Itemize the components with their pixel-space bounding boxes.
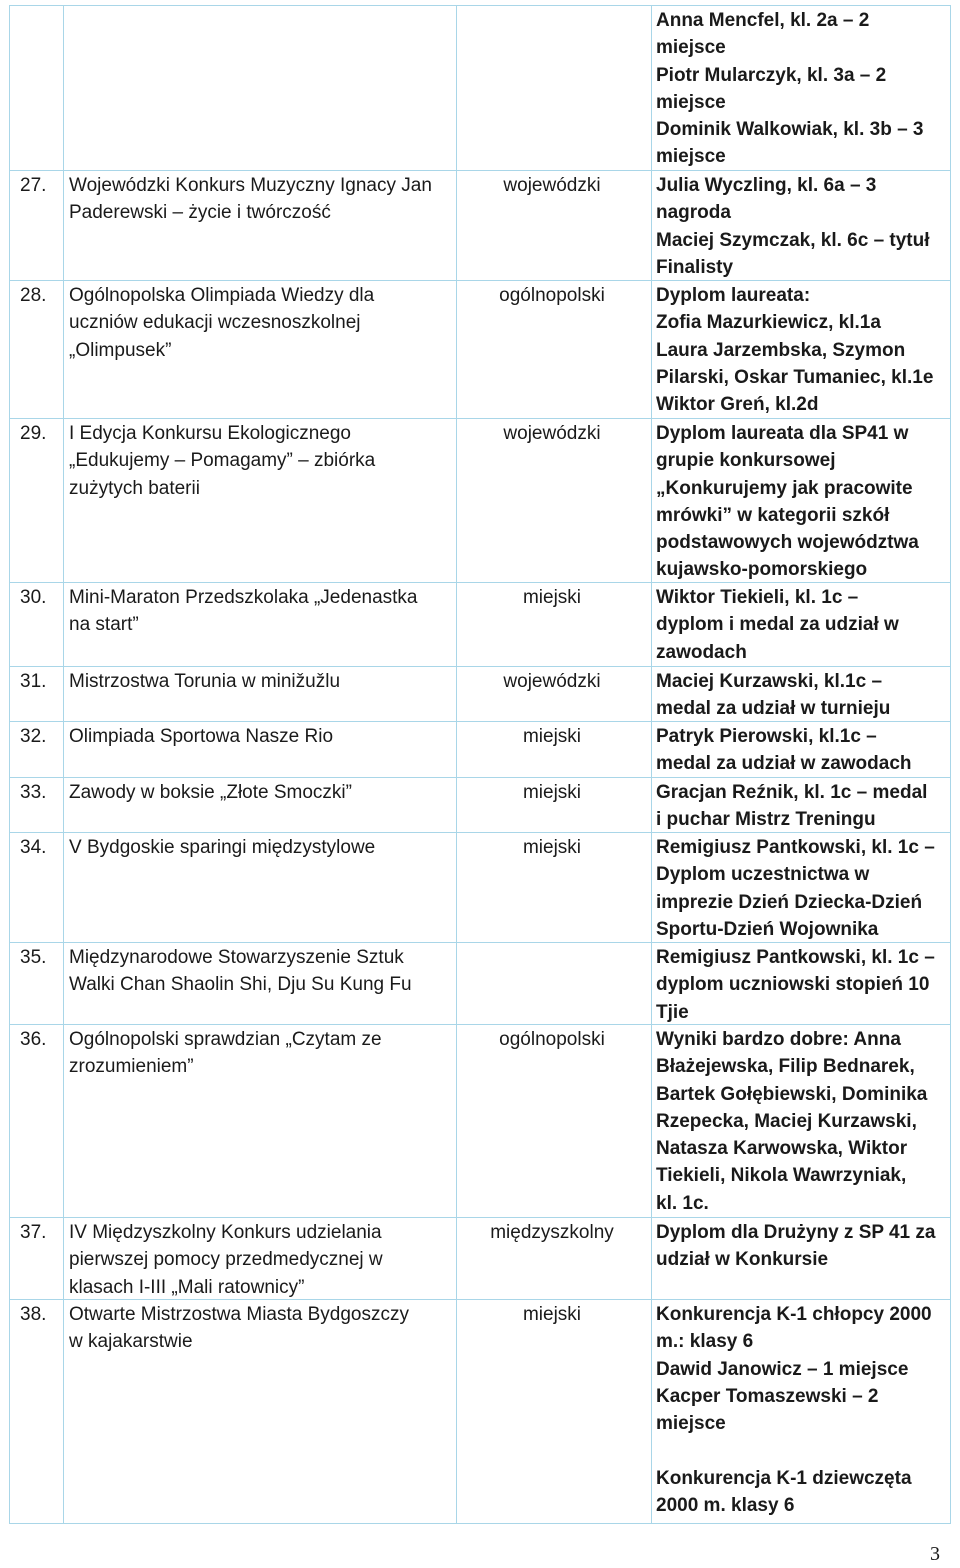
competition-level: ogólnopolski [499, 1029, 605, 1050]
table-row [9, 778, 951, 833]
row-number: 37. [20, 1222, 47, 1243]
result-line: Dominik Walkowiak, kl. 3b – 3 [656, 119, 924, 141]
result-line: Dyplom laureata dla SP41 w [656, 423, 909, 444]
result-line: dyplom uczniowski stopień 10 [656, 974, 930, 996]
column-divider [651, 419, 652, 582]
competition-name-line: klasach I-III „Mali ratownicy” [69, 1276, 305, 1298]
competition-name-line: Ogólnopolska Olimpiada Wiedzy dla [69, 285, 375, 306]
column-divider [950, 1300, 951, 1523]
result-line: 2000 m. klasy 6 [656, 1495, 795, 1517]
table-row [9, 667, 951, 722]
column-divider [9, 583, 10, 666]
column-divider [651, 1218, 652, 1299]
table-row [9, 943, 951, 1025]
column-divider [950, 833, 951, 942]
competition-name-line: Otwarte Mistrzostwa Miasta Bydgoszczy [69, 1304, 409, 1325]
result-line: miejsce [656, 91, 726, 113]
competition-name-line: na start” [69, 614, 139, 636]
result-line: medal za udział w zawodach [656, 753, 912, 775]
result-line: Rzepecka, Maciej Kurzawski, [656, 1110, 917, 1132]
competition-name [69, 1219, 454, 1301]
result-line: Patryk Pierowski, kl.1c – [656, 726, 877, 747]
competition-name [69, 834, 454, 861]
competition-name [69, 1026, 454, 1081]
competition-result [656, 1026, 946, 1217]
column-divider [651, 1300, 652, 1523]
competition-result [656, 172, 946, 281]
competition-level: ogólnopolski [499, 285, 605, 306]
column-divider [9, 1218, 10, 1299]
row-number: 28. [20, 285, 47, 306]
competition-name [69, 420, 454, 502]
result-line [656, 1437, 946, 1464]
column-divider [9, 6, 10, 170]
row-number: 32. [20, 726, 47, 747]
result-line: Błażejewska, Filip Bednarek, [656, 1056, 915, 1078]
column-divider [9, 667, 10, 721]
competition-name-line: „Edukujemy – Pomagamy” – zbiórka [69, 450, 376, 472]
competition-name-line: zużytych baterii [69, 477, 200, 499]
competition-name [69, 668, 454, 695]
row-number: 38. [20, 1304, 47, 1325]
table-row [9, 1218, 951, 1300]
competition-level: miejski [522, 587, 582, 608]
column-divider [9, 1025, 10, 1217]
competition-name [69, 1301, 454, 1356]
result-line: Kacper Tomaszewski – 2 [656, 1385, 879, 1407]
column-divider [950, 583, 951, 666]
competition-level: miejski [522, 837, 582, 858]
column-divider [9, 171, 10, 280]
competition-level: wojewódzki [503, 423, 601, 444]
result-line: Wyniki bardzo dobre: Anna [656, 1029, 901, 1050]
result-line: Wiktor Tiekieli, kl. 1c – [656, 587, 859, 608]
column-divider [651, 722, 652, 777]
result-line: Dawid Janowicz – 1 miejsce [656, 1358, 909, 1380]
competition-name-line: Wojewódzki Konkurs Muzyczny Ignacy Jan [69, 175, 432, 196]
result-line: miejsce [656, 1413, 726, 1435]
competition-name-line: zrozumieniem” [69, 1056, 194, 1078]
result-line: Maciej Kurzawski, kl.1c – [656, 671, 883, 692]
table-row [9, 833, 951, 943]
result-line: Piotr Mularczyk, kl. 3a – 2 [656, 64, 887, 86]
competition-name-line: Olimpiada Sportowa Nasze Rio [69, 726, 334, 747]
row-number: 36. [20, 1029, 47, 1050]
competition-result [656, 420, 946, 584]
column-divider [950, 1218, 951, 1299]
column-divider [9, 943, 10, 1024]
result-line: Maciej Szymczak, kl. 6c – tytuł [656, 229, 930, 251]
table-row [9, 1300, 951, 1524]
table-row [9, 1025, 951, 1218]
result-line: udział w Konkursie [656, 1249, 829, 1271]
result-line: kl. 1c. [656, 1192, 709, 1214]
competition-name-line: w kajakarstwie [69, 1331, 193, 1353]
result-line: Laura Jarzembska, Szymon [656, 339, 906, 361]
competition-name-line: Walki Chan Shaolin Shi, Dju Su Kung Fu [69, 974, 412, 996]
competition-result [656, 723, 946, 778]
column-divider [9, 778, 10, 832]
column-divider [950, 943, 951, 1024]
table-row [9, 722, 951, 778]
row-number: 27. [20, 175, 47, 196]
competition-name-line: Ogólnopolski sprawdzian „Czytam ze [69, 1029, 382, 1050]
column-divider [651, 1025, 652, 1217]
result-line: Wiktor Greń, kl.2d [656, 394, 819, 416]
column-divider [950, 6, 951, 170]
column-divider [9, 419, 10, 582]
competition-result [656, 1219, 946, 1274]
column-divider [651, 833, 652, 942]
result-line: Bartek Gołębiewski, Dominika [656, 1083, 928, 1105]
result-line: grupie konkursowej [656, 450, 836, 472]
result-line: imprezie Dzień Dziecka-Dzień [656, 891, 923, 913]
competition-name [69, 723, 454, 750]
column-divider [456, 6, 457, 170]
competition-name-line: Paderewski – życie i twórczość [69, 202, 331, 224]
table-row [9, 419, 951, 583]
competition-result [656, 834, 946, 943]
competition-name [69, 944, 454, 999]
competition-result [656, 944, 946, 1026]
result-line: Natasza Karwowska, Wiktor [656, 1138, 908, 1160]
result-line: Dyplom dla Drużyny z SP 41 za [656, 1222, 936, 1243]
column-divider [456, 943, 457, 1024]
result-line: Remigiusz Pantkowski, kl. 1c – [656, 947, 935, 968]
competition-result [656, 282, 946, 418]
row-number: 30. [20, 587, 47, 608]
column-divider [63, 1300, 64, 1523]
result-line: Tiekieli, Nikola Wawrzyniak, [656, 1165, 907, 1187]
column-divider [950, 281, 951, 418]
competition-name-line: „Olimpusek” [69, 339, 172, 361]
competition-level: miejski [522, 726, 582, 747]
result-line: Finalisty [656, 256, 734, 278]
column-divider [651, 667, 652, 721]
column-divider [651, 281, 652, 418]
row-number: 35. [20, 947, 47, 968]
result-line: Tjie [656, 1001, 689, 1023]
result-line: Anna Mencfel, kl. 2a – 2 [656, 10, 870, 31]
table-row [9, 583, 951, 667]
result-line: Remigiusz Pantkowski, kl. 1c – [656, 837, 935, 858]
table-row [9, 281, 951, 419]
column-divider [9, 1300, 10, 1523]
row-number: 31. [20, 671, 47, 692]
result-line: zawodach [656, 641, 747, 663]
competition-name [69, 779, 454, 806]
column-divider [950, 778, 951, 832]
column-divider [651, 778, 652, 832]
table-row [9, 171, 951, 281]
column-divider [456, 1300, 457, 1523]
competition-result [656, 779, 946, 834]
column-divider [950, 1025, 951, 1217]
column-divider [950, 667, 951, 721]
competition-level: międzyszkolny [490, 1222, 614, 1243]
column-divider [950, 171, 951, 280]
row-number: 33. [20, 782, 47, 803]
result-line: Dyplom laureata: [656, 285, 811, 306]
column-divider [9, 722, 10, 777]
competition-name-line: V Bydgoskie sparingi międzystylowe [69, 837, 376, 858]
result-line: „Konkurujemy jak pracowite [656, 477, 913, 499]
column-divider [456, 1025, 457, 1217]
result-line: Sportu-Dzień Wojownika [656, 918, 879, 940]
result-line: medal za udział w turnieju [656, 698, 891, 720]
result-line: Pilarski, Oskar Tumaniec, kl.1e [656, 366, 934, 388]
competition-name-line: Międzynarodowe Stowarzyszenie Sztuk [69, 947, 404, 968]
result-line: dyplom i medal za udział w [656, 614, 899, 636]
competition-result [656, 584, 946, 666]
column-divider [651, 6, 652, 170]
competition-result [656, 7, 946, 171]
competition-level: wojewódzki [503, 175, 601, 196]
competition-name [69, 282, 454, 364]
competition-level: miejski [522, 782, 582, 803]
competition-name-line: IV Międzyszkolny Konkurs udzielania [69, 1222, 382, 1243]
competition-result [656, 668, 946, 723]
page-number: 3 [930, 1543, 940, 1565]
results-table [9, 5, 951, 1524]
result-line: Gracjan Reźnik, kl. 1c – medal [656, 782, 928, 803]
result-line: miejsce [656, 37, 726, 59]
column-divider [63, 6, 64, 170]
column-divider [651, 943, 652, 1024]
result-line: nagroda [656, 202, 731, 224]
competition-name-line: Mistrzostwa Torunia w minižužlu [69, 671, 341, 692]
competition-name-line: I Edycja Konkursu Ekologicznego [69, 423, 351, 444]
result-line: kujawsko-pomorskiego [656, 559, 868, 581]
result-line: Julia Wyczling, kl. 6a – 3 [656, 175, 877, 196]
column-divider [950, 722, 951, 777]
competition-result [656, 1301, 946, 1519]
result-line: m.: klasy 6 [656, 1331, 754, 1353]
result-line: i puchar Mistrz Treningu [656, 809, 876, 831]
result-line: podstawowych województwa [656, 532, 919, 554]
result-line: Konkurencja K-1 dziewczęta [656, 1467, 912, 1489]
competition-name-line: pierwszej pomocy przedmedycznej w [69, 1249, 383, 1271]
row-number: 34. [20, 837, 47, 858]
competition-level: miejski [522, 1304, 582, 1325]
competition-name-line: Zawody w boksie „Złote Smoczki” [69, 782, 352, 803]
column-divider [651, 583, 652, 666]
competition-level: wojewódzki [503, 671, 601, 692]
result-line: miejsce [656, 146, 726, 168]
column-divider [651, 171, 652, 280]
column-divider [9, 281, 10, 418]
result-line: mrówki” w kategorii szkół [656, 504, 890, 526]
competition-name-line: Mini-Maraton Przedszkolaka „Jedenastka [69, 587, 418, 608]
competition-name-line: uczniów edukacji wczesnoszkolnej [69, 312, 361, 334]
competition-name [69, 584, 454, 639]
result-line: Zofia Mazurkiewicz, kl.1a [656, 312, 881, 334]
column-divider [950, 419, 951, 582]
result-line: Konkurencja K-1 chłopcy 2000 [656, 1304, 932, 1325]
row-number: 29. [20, 423, 47, 444]
column-divider [63, 1025, 64, 1217]
result-line: Dyplom uczestnictwa w [656, 864, 870, 886]
table-row [9, 5, 951, 171]
column-divider [9, 833, 10, 942]
competition-name [69, 172, 454, 227]
